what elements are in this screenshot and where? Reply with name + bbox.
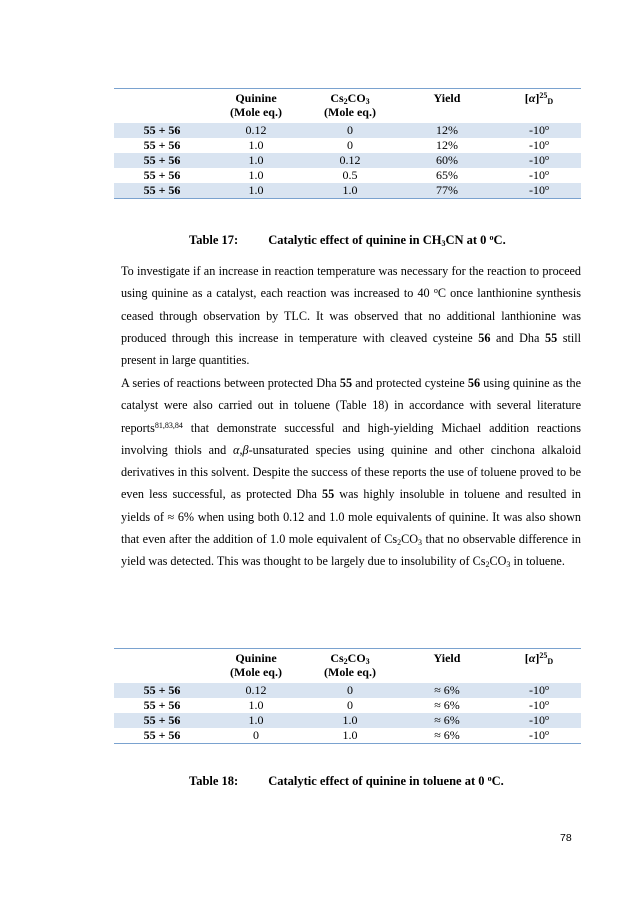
paragraph-temperature: To investigate if an increase in reaction temperature was necessary for the reaction to proceed using quinine as a catalyst, each reaction was increased to 40 $^o$C once lanthionine synthesis ceased through observation by TLC. It was observed that no additional lanthionine was produced through this increase in temperature with cleaved cysteine 56 and Dha 55 still present in large quantities.: [121, 264, 581, 368]
header-yield: Yield: [433, 91, 461, 105]
cell-yield: 65%: [436, 168, 458, 182]
cell-cs2co3: 0: [347, 138, 353, 152]
table-17: [114, 88, 581, 199]
header-optical-rotation: $[\alpha]^{25}_D$: [524, 91, 554, 106]
cell-reactants: 55 + 56: [143, 168, 181, 182]
cell-cs2co3: 0.5: [342, 168, 358, 182]
header-optical-rotation: $[\alpha]^{25}_D$: [524, 651, 554, 666]
table-row: [114, 123, 581, 138]
cell-cs2co3: 0: [347, 683, 353, 697]
cell-quinine: 0: [253, 728, 259, 742]
table-body: [114, 683, 581, 743]
table-row: [114, 168, 581, 183]
cell-quinine: 0.12: [245, 123, 267, 137]
table-row: [114, 698, 581, 713]
cell-yield: ≈ 6%: [434, 683, 460, 697]
cell-cs2co3: 1.0: [342, 728, 358, 742]
table-header: [114, 649, 581, 683]
table-row: [114, 683, 581, 698]
cell-reactants: 55 + 56: [143, 123, 181, 137]
cell-yield: ≈ 6%: [434, 713, 460, 727]
cell-quinine: 1.0: [248, 168, 264, 182]
cell-optical-rotation: -10$^o$: [529, 713, 549, 727]
cell-quinine: 1.0: [248, 713, 264, 727]
table-17-caption: Table 17: Catalytic effect of quinine in $CH_3CN$ at 0 $^o$C.: [189, 233, 506, 248]
cell-optical-rotation: -10$^o$: [529, 123, 549, 137]
cell-reactants: 55 + 56: [143, 713, 181, 727]
paragraph-toluene: A series of reactions between protected Dha 55 and protected cysteine 56 using quinine as the catalyst were also carried out in toluene (Table 18) in accordance with several literature reports$^{81,83,84}$ that demonstrate successful and high-yielding Michael addition reactions involving thiols and α,β-unsaturated species using quinine and other cinchona alkaloid derivatives in this solvent. Despite the success of these reports the use of toluene proved to be even less successful, as protected Dha 55 was highly insoluble in toluene and resulted in yields of ≈ 6% when using both 0.12 and 1.0 mole equivalents of quinine. It was also shown that even after the addition of 1.0 mole equivalent of $Cs_2CO_3$ that no observable difference in yield was detected. This was thought to be largely due to insolubility of $Cs_2CO_3$ in toluene.: [121, 376, 581, 570]
cell-quinine: 1.0: [248, 183, 264, 197]
cell-optical-rotation: -10$^o$: [529, 683, 549, 697]
header-cs2co3: $Cs_2CO_3$ (Mole eq.): [324, 651, 376, 679]
table-body: [114, 123, 581, 198]
table-18: [114, 648, 581, 744]
table-row: [114, 153, 581, 168]
table-row: [114, 728, 581, 743]
cell-yield: 12%: [436, 123, 458, 137]
header-cs2co3: $Cs_2CO_3$ (Mole eq.): [324, 91, 376, 119]
cell-reactants: 55 + 56: [143, 138, 181, 152]
cell-quinine: 0.12: [245, 683, 267, 697]
cell-optical-rotation: -10$^o$: [529, 138, 549, 152]
table-row: [114, 713, 581, 728]
cell-optical-rotation: -10$^o$: [529, 728, 549, 742]
cell-cs2co3: 0: [347, 123, 353, 137]
cell-reactants: 55 + 56: [143, 698, 181, 712]
header-quinine: Quinine (Mole eq.): [230, 91, 282, 119]
cell-optical-rotation: -10$^o$: [529, 698, 549, 712]
cell-reactants: 55 + 56: [143, 153, 181, 167]
table-row: [114, 183, 581, 198]
cell-optical-rotation: -10$^o$: [529, 168, 549, 182]
cell-reactants: 55 + 56: [143, 183, 181, 197]
cell-yield: 12%: [436, 138, 458, 152]
cell-yield: ≈ 6%: [434, 728, 460, 742]
cell-yield: ≈ 6%: [434, 698, 460, 712]
header-yield: Yield: [433, 651, 461, 665]
page-number: 78: [560, 832, 572, 844]
cell-optical-rotation: -10$^o$: [529, 183, 549, 197]
cell-cs2co3: 0: [347, 698, 353, 712]
header-quinine: Quinine (Mole eq.): [230, 651, 282, 679]
table-header: [114, 89, 581, 123]
cell-reactants: 55 + 56: [143, 728, 181, 742]
cell-cs2co3: 0.12: [339, 153, 361, 167]
cell-optical-rotation: -10$^o$: [529, 153, 549, 167]
table-18-caption: Table 18: Catalytic effect of quinine in toluene at 0 $^o$C.: [189, 774, 504, 788]
cell-quinine: 1.0: [248, 138, 264, 152]
cell-yield: 60%: [436, 153, 458, 167]
cell-cs2co3: 1.0: [342, 713, 358, 727]
cell-reactants: 55 + 56: [143, 683, 181, 697]
table-bottom-rule: [114, 198, 581, 199]
cell-quinine: 1.0: [248, 698, 264, 712]
table-bottom-rule: [114, 743, 581, 744]
cell-cs2co3: 1.0: [342, 183, 358, 197]
cell-yield: 77%: [436, 183, 458, 197]
table-row: [114, 138, 581, 153]
cell-quinine: 1.0: [248, 153, 264, 167]
